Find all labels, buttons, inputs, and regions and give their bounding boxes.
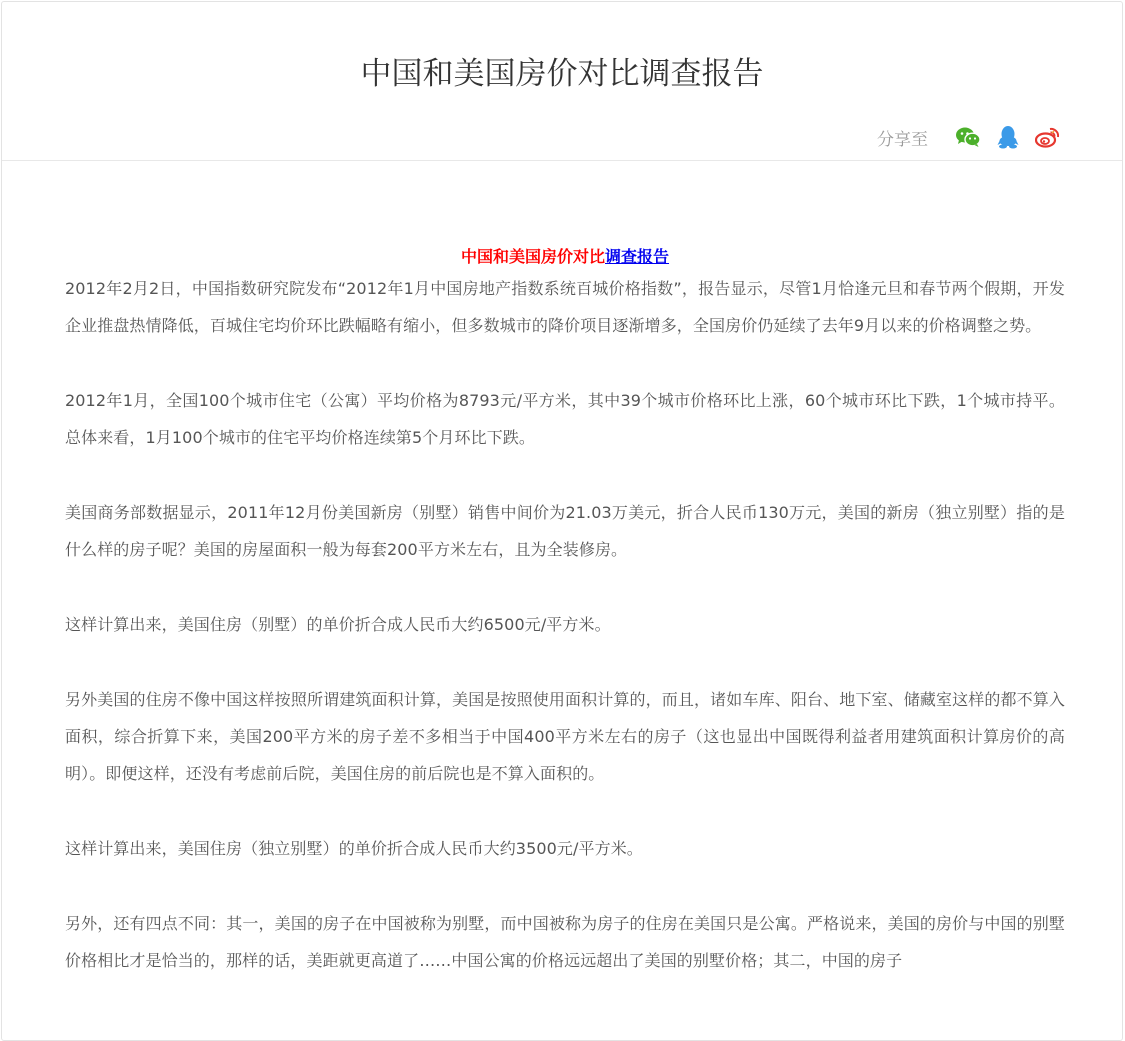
weibo-icon[interactable] bbox=[1034, 123, 1062, 151]
share-label: 分享至 bbox=[877, 129, 928, 150]
paragraph: 这样计算出来，美国住房（独立别墅）的单价折合成人民币大约3500元/平方米。 bbox=[65, 839, 643, 858]
article-body bbox=[65, 242, 1065, 1017]
page-header bbox=[2, 2, 1122, 161]
survey-report-link[interactable]: 调查报告 bbox=[605, 247, 670, 266]
paragraph: 2012年2月2日，中国指数研究院发布“2012年1月中国房地产指数系统百城价格指数”，报告显示，尽管1月恰逢元旦和春节两个假期，开发企业推盘热情降低，百城住宅均价环比跌幅略有缩小，但多数城市的降价项目逐渐增多，全国房价仍延续了去年9月以来的价格调整之势。 bbox=[65, 279, 1065, 335]
page-title: 中国和美国房价对比调查报告 bbox=[360, 56, 764, 92]
share-bar bbox=[877, 122, 1062, 152]
paragraph: 另外美国的住房不像中国这样按照所谓建筑面积计算，美国是按照使用面积计算的，而且，诸如车库、阳台、地下室、储藏室这样的都不算入面积，综合折算下来，美国200平方米的房子差不多相当于中国400平方米左右的房子（这也显出中国既得利益者用建筑面积计算房价的高明）。即便这样，还没有考虑前后院，美国住房的前后院也是不算入面积的。 bbox=[65, 690, 1065, 783]
article-card bbox=[1, 1, 1123, 1041]
article-heading-text: 中国和美国房价对比 bbox=[460, 247, 605, 266]
qq-icon[interactable] bbox=[994, 123, 1022, 151]
article-heading bbox=[65, 242, 1065, 272]
paragraph: 另外，还有四点不同：其一，美国的房子在中国被称为别墅，而中国被称为房子的住房在美国只是公寓。严格说来，美国的房价与中国的别墅价格相比才是恰当的，那样的话，美距就更高道了……中国公寓的价格远远超出了美国的别墅价格；其二，中国的房子 bbox=[65, 914, 1065, 970]
wechat-icon[interactable] bbox=[954, 123, 982, 151]
paragraph: 这样计算出来，美国住房（别墅）的单价折合成人民币大约6500元/平方米。 bbox=[65, 615, 611, 634]
paragraph: 美国商务部数据显示，2011年12月份美国新房（别墅）销售中间价为21.03万美元，折合人民币130万元，美国的新房（独立别墅）指的是什么样的房子呢？美国的房屋面积一般为每套200平方米左右，且为全装修房。 bbox=[65, 503, 1065, 559]
paragraph: 2012年1月，全国100个城市住宅（公寓）平均价格为8793元/平方米，其中39个城市价格环比上涨，60个城市环比下跌，1个城市持平。总体来看，1月100个城市的住宅平均价格连续第5个月环比下跌。 bbox=[65, 391, 1065, 447]
